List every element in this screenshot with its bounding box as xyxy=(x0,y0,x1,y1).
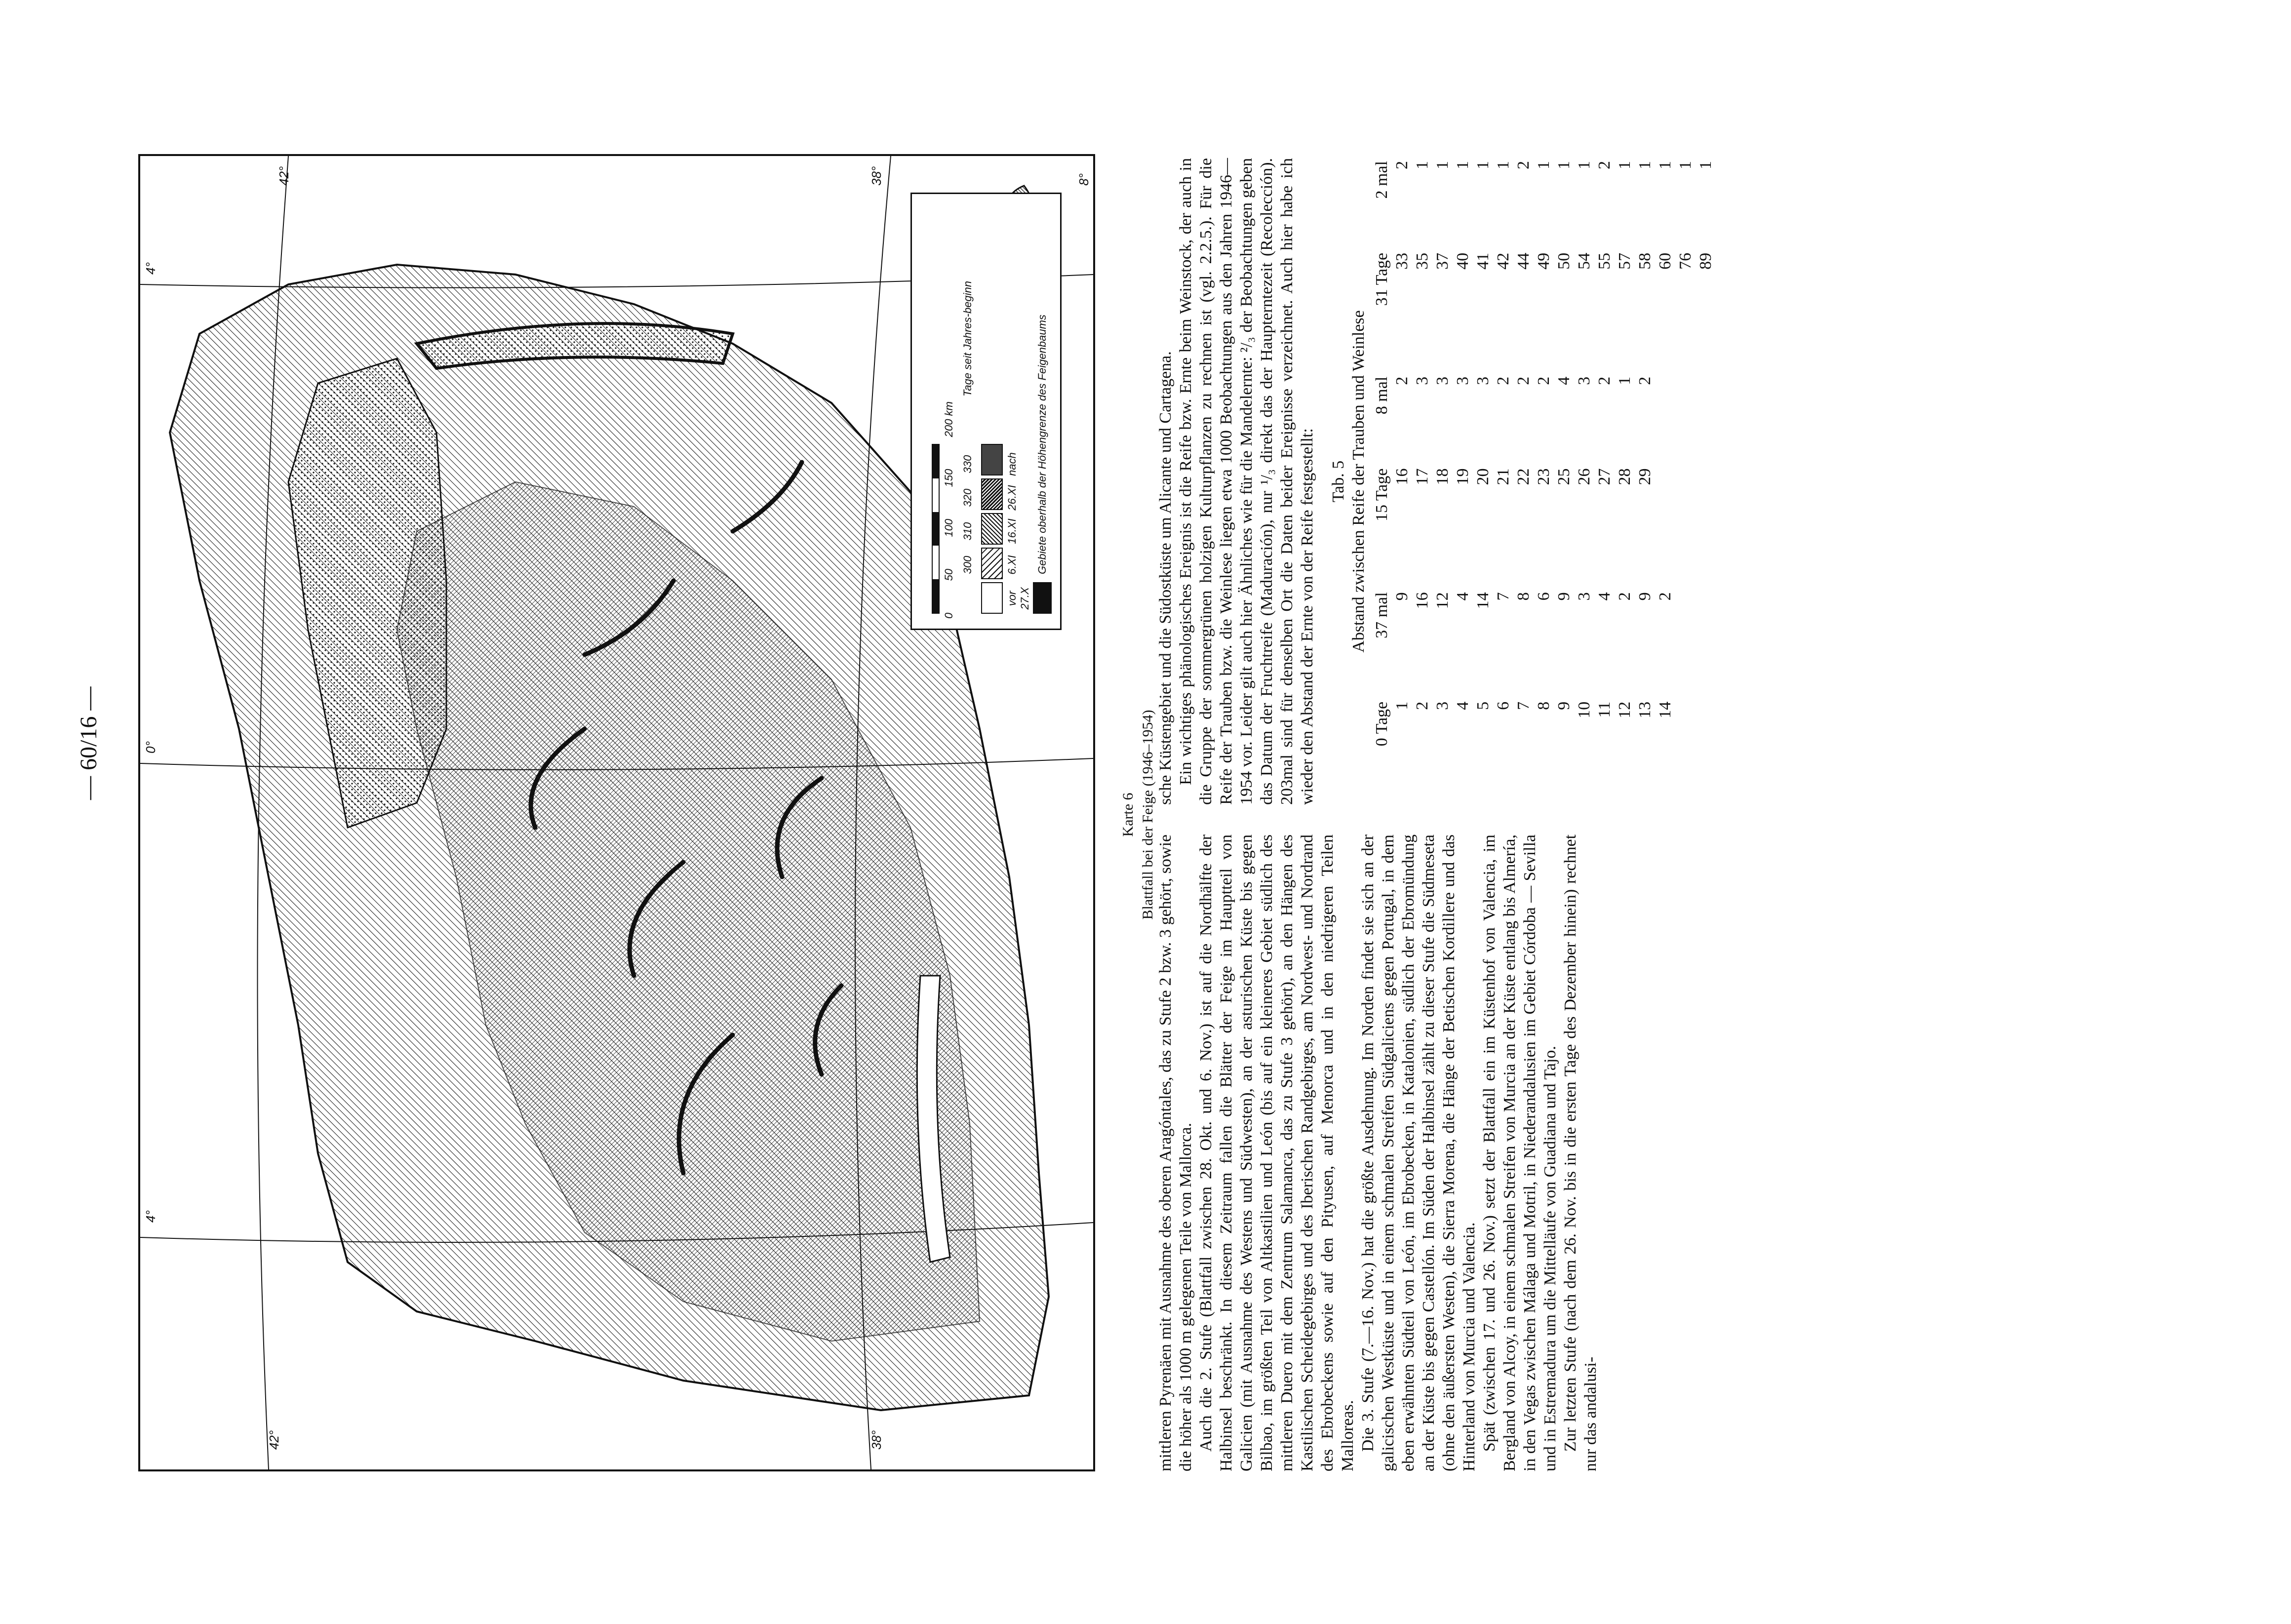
table-body xyxy=(1392,158,1716,805)
table-cell xyxy=(1696,466,1716,590)
table-header-cell: 15 Tage xyxy=(1373,468,1391,521)
table-cell: 29 xyxy=(1636,468,1654,485)
table-cell: 1 xyxy=(1636,161,1654,169)
table-cell: 76 xyxy=(1676,252,1695,270)
grape-harvest-table xyxy=(1372,158,1716,805)
table-header-row xyxy=(1372,158,1392,805)
coord-label-lat-38-right: 38° xyxy=(869,166,884,186)
table-cell: 1 xyxy=(1393,701,1411,710)
table-cell: 16 xyxy=(1393,468,1411,485)
coord-label-lat-38-left: 38° xyxy=(869,1430,884,1450)
table-cell: 8 xyxy=(1535,701,1553,710)
table-cell: 9 xyxy=(1555,592,1573,601)
legend-swatch-stage2 xyxy=(981,548,1003,579)
table-header-cell: 37 mal xyxy=(1373,592,1391,638)
table-cell: 21 xyxy=(1494,468,1512,485)
table-cell xyxy=(1696,699,1716,805)
right-text-column xyxy=(1155,158,1716,805)
table-cell: 27 xyxy=(1595,468,1614,485)
table-cell: 28 xyxy=(1616,468,1634,485)
table-cell: 3 xyxy=(1413,376,1431,385)
table-cell: 14 xyxy=(1656,701,1674,718)
table-row xyxy=(1655,158,1675,805)
table-cell: 5 xyxy=(1474,701,1492,710)
table-row xyxy=(1453,158,1473,805)
table-cell: 1 xyxy=(1494,161,1512,169)
table-cell: 1 xyxy=(1474,161,1492,169)
table-cell: 3 xyxy=(1575,592,1593,601)
table-cell: 1 xyxy=(1616,376,1634,385)
table-cell: 13 xyxy=(1636,701,1654,718)
table-cell: 8 xyxy=(1514,592,1533,601)
table-cell: 57 xyxy=(1616,252,1634,270)
table-cell: 16 xyxy=(1413,592,1431,609)
paragraph: sche Küstengebiet und die Südostküste um Alicante und Cartagena. xyxy=(1156,351,1175,805)
table-cell: 42 xyxy=(1494,252,1512,270)
table-cell: 4 xyxy=(1555,376,1573,385)
table-row xyxy=(1594,158,1615,805)
table-cell: 2 xyxy=(1494,376,1512,385)
table-title: Abstand zwischen Reife der Trauben und Weinlese xyxy=(1349,310,1368,653)
table-cell: 2 xyxy=(1393,376,1411,385)
table-cell: 1 xyxy=(1575,161,1593,169)
table-cell: 20 xyxy=(1474,468,1492,485)
day-value: 310 xyxy=(961,522,974,541)
table-cell: 10 xyxy=(1575,701,1593,718)
table-row xyxy=(1675,158,1696,805)
legend-mountain-swatch xyxy=(1033,582,1052,614)
table-cell: 37 xyxy=(1433,252,1452,270)
legend-date: 16.XI xyxy=(1006,518,1018,544)
table-cell: 23 xyxy=(1535,468,1553,485)
table-cell xyxy=(1675,374,1696,466)
table-row xyxy=(1513,158,1534,805)
map-legend xyxy=(910,193,1062,630)
table-header-cell: 2 mal xyxy=(1373,161,1391,199)
table-cell: 54 xyxy=(1575,252,1593,270)
legend-title: Tage seit Jahres-beginn xyxy=(961,280,974,396)
table-cell: 11 xyxy=(1595,701,1614,718)
rotated-page xyxy=(138,148,2232,1531)
table-cell xyxy=(1696,589,1716,698)
coord-label-lon-8: 8° xyxy=(1076,173,1091,186)
table-cell: 3 xyxy=(1575,376,1593,385)
table-cell: 12 xyxy=(1616,701,1634,718)
legend-swatch-stage5 xyxy=(981,444,1003,475)
table-cell: 1 xyxy=(1535,161,1553,169)
table-cell: 22 xyxy=(1514,468,1533,485)
coord-label-lon-4-right: 4° xyxy=(143,262,158,275)
table-cell: 2 xyxy=(1656,592,1674,601)
table-cell xyxy=(1655,466,1675,590)
table-cell: 2 xyxy=(1535,376,1553,385)
table-cell: 58 xyxy=(1636,252,1654,270)
table-cell: 3 xyxy=(1433,376,1452,385)
scale-label: 100 xyxy=(943,518,955,537)
paragraph: Zur letzten Stufe (nach dem 26. Nov. bis in die ersten Tage des Dezember hinein) rechnet nur das andalusi- xyxy=(1561,834,1600,1471)
table-header-cell: 31 Tage xyxy=(1373,252,1391,306)
table-cell: 2 xyxy=(1514,376,1533,385)
table-row xyxy=(1534,158,1554,805)
table-cell: 1 xyxy=(1433,161,1452,169)
table-cell: 7 xyxy=(1514,701,1533,710)
table-cell: 19 xyxy=(1454,468,1472,485)
legend-date: vor 27.X xyxy=(1006,587,1031,610)
map-caption xyxy=(1118,158,1158,1471)
table-cell: 41 xyxy=(1474,252,1492,270)
table-row xyxy=(1473,158,1493,805)
table-cell: 1 xyxy=(1413,161,1431,169)
table-cell xyxy=(1655,374,1675,466)
coord-label-lon-0: 0° xyxy=(143,741,158,753)
scale-label: 150 xyxy=(943,469,955,487)
legend-date: 6.XI xyxy=(1006,555,1018,575)
table-cell: 1 xyxy=(1697,161,1715,169)
table-cell: 2 xyxy=(1616,592,1634,601)
paragraph: Ein wichtiges phänologisches Ereignis ist die Reife bzw. Ernte beim Weinstock, der auch in die Gruppe der sommergrünen holzigen Kulturpflanzen zu rechnen ist (vgl. 2.2.5.). Für die Reife der Trauben bzw. die Weinlese liegen etwa 1000 Beobachtungen aus den Jahren 1946—1954 vor. Leider gilt auch hier Ähnliches wie für die Mandelernte: ²/₃ der Beobachtungen geben das Datum der Fruchtreife (Maduración), nur ¹/₃ direkt das der Haupterntezeit (Recolección). 203mal sind für denselben Ort die Daten beider Ereignisse verzeichnet. Auch hier habe ich wieder den Abstand der Ernte von der Reife festgestellt: xyxy=(1177,158,1316,805)
table-cell: 2 xyxy=(1413,701,1431,710)
paragraph: Spät (zwischen 17. und 26. Nov.) setzt der Blattfall ein im Küstenhof von Valencia, im Bergland von Alcoy, in einem schmalen Streifen von Murcia an der Küste entlang bis Almería, in den Vegas zwischen Málaga und Motril, in Niederandalusien im Gebiet Córdoba — Sevilla und in Estremadura um die Mittelläufe von Guadiana und Tajo. xyxy=(1480,834,1559,1471)
legend-swatches xyxy=(981,444,1003,614)
table-cell: 17 xyxy=(1413,468,1431,485)
table-cell: 55 xyxy=(1595,252,1614,270)
page-number: — 60/16 — xyxy=(76,686,102,800)
table-cell xyxy=(1675,699,1696,805)
table-row xyxy=(1392,158,1412,805)
table-cell: 33 xyxy=(1393,252,1411,270)
map-caption-title: Blattfall bei der Feige (1946–1954) xyxy=(1140,710,1156,920)
scale-label: 50 xyxy=(943,568,955,581)
table-cell: 1 xyxy=(1555,161,1573,169)
paragraph: Auch die 2. Stufe (Blattfall zwischen 28. Okt. und 6. Nov.) ist auf die Nordhälfte der Halbinsel beschränkt. In diesem Zeitraum fallen die Blätter der Feige im Hauptteil von Galicien (mit Ausnahme des Westens und Südwesten), an der asturischen Küste bis gegen Bilbao, im größten Teil von Altkastilien und León (bis auf ein kleineres Gebiet südlich des mittleren Duero mit dem Zentrum Salamanca, das zu Stufe 3 gehört), an den Hängen des Kastilischen Scheidegebirges und des Iberischen Randgebirges, am Nordwest- und Nordrand des Ebrobeckens sowie auf den Pityusen, auf Menorca und in den niedrigeren Teilen Malloreas. xyxy=(1197,834,1357,1471)
table-cell: 89 xyxy=(1697,252,1715,270)
table-cell xyxy=(1675,589,1696,698)
table-cell: 9 xyxy=(1393,592,1411,601)
day-value: 300 xyxy=(961,555,974,574)
coord-label-lon-4-top: 4° xyxy=(143,1210,158,1223)
table-cell: 6 xyxy=(1494,701,1512,710)
table-cell xyxy=(1696,374,1716,466)
legend-swatch-stage3 xyxy=(981,513,1003,545)
table-cell: 18 xyxy=(1433,468,1452,485)
table-label: Tab. 5 xyxy=(1329,460,1347,503)
scale-label: 0 xyxy=(943,612,955,619)
legend-mountain xyxy=(1033,315,1052,614)
table-row xyxy=(1615,158,1635,805)
table-row xyxy=(1696,158,1716,805)
table-cell: 14 xyxy=(1474,592,1492,609)
table-cell: 2 xyxy=(1636,376,1654,385)
scale-label: 200 km xyxy=(943,401,955,437)
table-cell: 1 xyxy=(1676,161,1695,169)
table-cell: 6 xyxy=(1535,592,1553,601)
table-row xyxy=(1574,158,1594,805)
table-cell: 12 xyxy=(1433,592,1452,609)
table-cell: 1 xyxy=(1454,161,1472,169)
day-value: 330 xyxy=(961,455,974,474)
table-cell: 50 xyxy=(1555,252,1573,270)
table-cell: 2 xyxy=(1514,161,1533,169)
legend-swatch-stage1 xyxy=(981,582,1003,614)
table-cell: 44 xyxy=(1514,252,1533,270)
table-cell: 4 xyxy=(1454,701,1472,710)
table-header-cell: 0 Tage xyxy=(1373,701,1391,747)
table-cell: 1 xyxy=(1616,161,1634,169)
table-cell: 2 xyxy=(1595,376,1614,385)
table-cell: 35 xyxy=(1413,252,1431,270)
map-caption-number: Karte 6 xyxy=(1120,792,1136,837)
table-row xyxy=(1493,158,1513,805)
table-cell: 40 xyxy=(1454,252,1472,270)
legend-date: 26.XI xyxy=(1006,485,1018,511)
table-header-cell: 8 mal xyxy=(1373,376,1391,415)
table-cell: 1 xyxy=(1656,161,1674,169)
day-value: 320 xyxy=(961,488,974,507)
table-cell: 3 xyxy=(1474,376,1492,385)
table-cell: 3 xyxy=(1454,376,1472,385)
legend-mountain-label: Gebiete oberhalb der Höhengrenze des Feigenbaums xyxy=(1036,315,1048,574)
table-cell: 49 xyxy=(1535,252,1553,270)
table-row xyxy=(1412,158,1432,805)
coord-label-lat-42-right: 42° xyxy=(276,166,291,186)
paragraph: Die 3. Stufe (7.—16. Nov.) hat die größte Ausdehnung. Im Norden findet sie sich an der galicischen Westküste und in einem schmalen Streifen Südgaliciens gegen Portugal, in dem eben erwähnten Südteil von León, im Ebrobecken, in Katalonien, südlich der Ebromündung an der Küste bis gegen Castellón. Im Süden der Halbinsel zählt zu dieser Stufe die Südmeseta (ohne den äußersten Westen), die Sierra Morena, die Hänge der Betischen Kordillere und das Hinterland von Murcia und Valencia. xyxy=(1359,834,1478,1471)
table-cell: 26 xyxy=(1575,468,1593,485)
table-cell: 7 xyxy=(1494,592,1512,601)
legend-dates xyxy=(1006,449,1031,614)
legend-day-values xyxy=(961,449,974,614)
table-row xyxy=(1554,158,1574,805)
table-cell: 9 xyxy=(1636,592,1654,601)
table-cell: 3 xyxy=(1433,701,1452,710)
table-cell: 2 xyxy=(1595,161,1614,169)
table-cell: 9 xyxy=(1555,701,1573,710)
table-cell: 25 xyxy=(1555,468,1573,485)
table-cell: 2 xyxy=(1393,161,1411,169)
coord-label-lat-42-left: 42° xyxy=(267,1430,281,1450)
table-cell: 4 xyxy=(1454,592,1472,601)
legend-date: nach xyxy=(1006,452,1018,476)
table-row xyxy=(1635,158,1655,805)
table-cell: 4 xyxy=(1595,592,1614,601)
left-text-column xyxy=(1155,834,1601,1471)
table-row xyxy=(1432,158,1453,805)
legend-scale-bar xyxy=(932,444,940,614)
map-figure xyxy=(138,154,1095,1471)
legend-swatch-stage4 xyxy=(981,478,1003,510)
table-cell: 60 xyxy=(1656,252,1674,270)
table-cell xyxy=(1675,466,1696,590)
legend-scale-labels xyxy=(943,401,955,619)
paragraph: mittleren Pyrenäen mit Ausnahme des oberen Aragóntales, das zu Stufe 2 bzw. 3 gehört, sowie die höher als 1000 m gelegenen Teile von Mallorca. xyxy=(1156,834,1195,1471)
